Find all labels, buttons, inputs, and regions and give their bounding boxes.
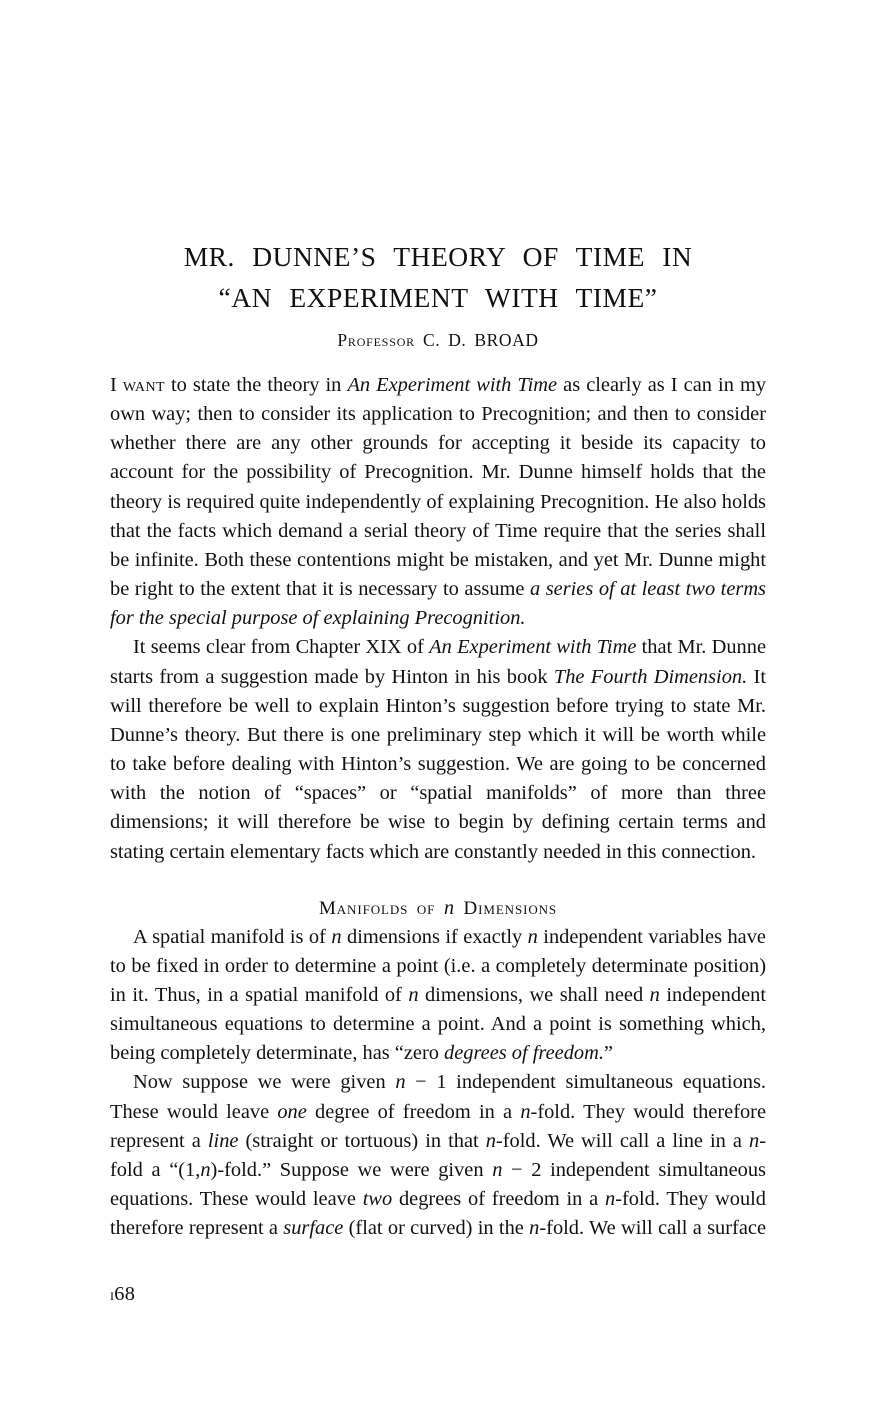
body-text: )-fold.” Suppose we were given [210,1158,493,1181]
emphasis-text: An Experiment with Time [429,636,637,659]
author-role: Professor [337,330,415,350]
emphasis-text: n [527,925,538,948]
page-number [110,1283,135,1306]
paragraph-2 [110,633,766,866]
emphasis-text: one [277,1100,307,1123]
title-line-1: MR. DUNNE’S THEORY OF TIME IN [183,241,693,272]
emphasis-text: An Experiment with Time [347,374,558,396]
body-text: that Mr. Dunne starts from a suggestion made by Hinton in his book [110,636,766,688]
author-byline [110,329,766,351]
body-text: -fold a “(1, [110,1129,767,1181]
page-number-first-digit: ı [110,1285,115,1304]
page-number-rest: 68 [114,1283,136,1305]
title-line-2: “AN EXPERIMENT WITH TIME” [218,282,658,313]
body-text: It will therefore be well to explain Hinton’s suggestion before trying to state Mr. Dunne’s theory. But there is one preliminary step which it will be worth while to take before dealing with Hinton’s suggestion. We are going to be concerned with the notion of “spaces” or “spatial manifolds” of more than three dimensions; it will therefore be wise to begin by defining certain terms and stating certain elementary facts which are constantly needed in this connection. [110,665,767,863]
body-text: independent simultaneous equations to determine a point. And a point is something which, being completely determinate, has “zero [110,983,766,1065]
emphasis-text: surface [283,1217,344,1240]
paragraph-4 [110,1068,766,1243]
body-text: independent variables have to be fixed in order to determine a point (i.e. a completely determinate position) in it. Thus, in a spatial manifold of [110,925,766,1006]
emphasis-text: n [331,925,342,948]
emphasis-text: n [520,1100,531,1123]
body-text: -fold. They would therefore represent a [110,1100,767,1152]
body-text: It seems clear from Chapter XIX of [133,636,430,659]
body-text: as clearly as I can in my own way; then to consider its application to Precognition; and then to consider whether there are any other grounds for accepting it beside its capacity to account for the possibility of Precognition. Mr. Dunne himself holds that the theory is required quite independently of explaining Precognition. He also holds that the facts which demand a serial theory of Time require that the series shall be infinite. Both these contentions might be mistaken, and yet Mr. Dunne might be right to the extent that it is necessary to assume [110,374,767,601]
emphasis-text: The Fourth Dimension. [553,665,748,688]
emphasis-text: n [529,1217,540,1240]
section-heading-after: Dimensions [454,897,558,919]
page-title [110,236,766,318]
body-text: degree of freedom in a [306,1100,521,1123]
section-heading-before: Manifolds of [318,897,444,919]
paragraph-3 [110,923,766,1069]
emphasis-text: n [408,983,419,1006]
body-text: A spatial manifold is of [133,925,332,948]
body-text: ” [603,1042,613,1065]
body-text: degrees of freedom in a [392,1188,605,1211]
emphasis-text: n [492,1158,503,1181]
emphasis-text: n [604,1188,616,1211]
body-text: -fold. We will call a surface [539,1217,766,1240]
body-text: Now suppose we were given [133,1071,396,1094]
body-text: to state the theory in [164,374,348,396]
text-column [110,236,766,1243]
body-text: − 2 independent simultaneous equations. These would leave [110,1158,766,1211]
emphasis-text: n [749,1129,760,1152]
body-text: dimensions if exactly [341,925,528,948]
body-text: − 1 independent simultaneous equations. These would leave [110,1071,766,1123]
body-text: (flat or curved) in the [343,1217,530,1240]
section-heading [110,897,766,920]
author-name: C. D. BROAD [422,330,539,350]
smallcaps-text: want [122,374,165,396]
section-heading-symbol: n [443,896,455,919]
body-text: (straight or tortuous) in that [238,1129,486,1152]
emphasis-text: n [200,1158,211,1181]
emphasis-text: n [485,1129,496,1152]
emphasis-text: line [207,1129,239,1152]
body-text: -fold. We will call a line in a [495,1129,750,1152]
paragraph-1 [110,371,766,633]
emphasis-text: n [649,983,660,1006]
body-text: dimensions, we shall need [418,983,650,1006]
emphasis-text: degrees of freedom. [444,1042,604,1065]
emphasis-text: n [395,1071,406,1094]
body-text: I [110,374,123,396]
emphasis-text: a series of at least two terms for the special purpose of explaining Precognition. [110,578,766,630]
emphasis-text: two [362,1188,393,1211]
body-text: -fold. They would therefore represent a [110,1188,766,1240]
